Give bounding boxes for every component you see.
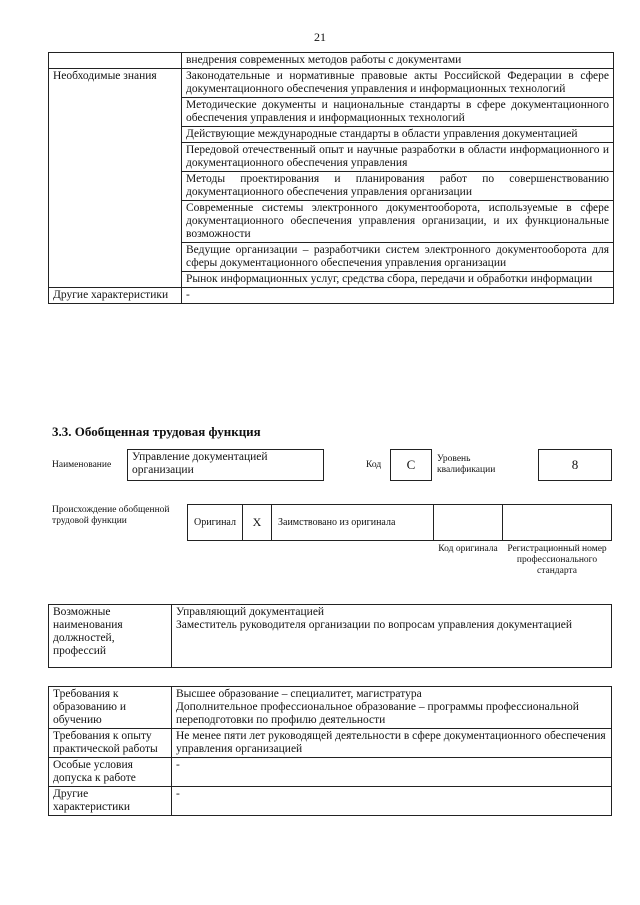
education-line: Высшее образование – специалитет, магистратура (176, 688, 422, 700)
positions-table (48, 604, 612, 668)
name-label: Наименование (52, 460, 112, 470)
knowledge-item: Действующие международные стандарты в области управления документацией (182, 127, 614, 143)
education-label: Требования к образованию и обучению (49, 687, 172, 729)
page-number: 21 (314, 30, 326, 44)
function-name-value: Управление документацией организации (132, 451, 268, 476)
borrowed-cell (271, 504, 434, 541)
knowledge-item: Ведущие организации – разработчики систем электронного документооборота для сферы документационного обеспечения управления организации (182, 243, 614, 272)
knowledge-item: Передовой отечественный опыт и научные разработки в области информационного и документационного обеспечения управления (182, 143, 614, 172)
table-row (49, 687, 612, 729)
original-cell (187, 504, 243, 541)
table-row (49, 758, 612, 787)
positions-label: Возможные наименования должностей, профессий (49, 605, 172, 668)
code-label: Код (366, 460, 382, 470)
top-row-cell: внедрения современных методов работы с документами (182, 53, 614, 69)
original-mark-cell (242, 504, 272, 541)
table-row (49, 605, 612, 668)
knowledge-table (48, 52, 614, 304)
knowledge-item: Рынок информационных услуг, средства сбора, передачи и обработки информации (182, 272, 614, 288)
reg-caption: Регистрационный номер профессионального стандарта (507, 544, 607, 576)
original-code-cell (433, 504, 503, 541)
code-value: C (406, 457, 416, 472)
origin-label: Происхождение обобщенной трудовой функции (52, 505, 170, 526)
borrowed-label: Заимствовано из оригинала (278, 517, 396, 528)
table-row (49, 787, 612, 816)
table-row (49, 53, 614, 69)
special-value: - (172, 758, 612, 787)
knowledge-item: Современные системы электронного документооборота, используемые в сфере документационного обеспечения управления организации, и их функциональные возможности (182, 201, 614, 243)
function-name-box (127, 449, 324, 481)
education-line: Дополнительное профессиональное образование – программы профессиональной переподготовки по профилю деятельности (176, 701, 579, 726)
level-label: Уровень квалификации (437, 454, 496, 475)
experience-label: Требования к опыту практической работы (49, 729, 172, 758)
original-label: Оригинал (194, 517, 236, 528)
other-req-label: Другие характеристики (49, 787, 172, 816)
experience-value: Не менее пяти лет руководящей деятельности в сфере документационного обеспечения управления организацией (172, 729, 612, 758)
knowledge-item: Законодательные и нормативные правовые акты Российской Федерации в сфере документационного обеспечения управления и информационных технологий (182, 69, 614, 98)
knowledge-item: Методические документы и национальные стандарты в сфере документационного обеспечения управления и информационных технологий (182, 98, 614, 127)
position-line: Заместитель руководителя организации по вопросам управления документацией (176, 619, 573, 631)
original-mark: X (252, 515, 262, 529)
knowledge-label: Необходимые знания (49, 69, 182, 288)
positions-cell (172, 605, 612, 668)
level-value: 8 (571, 457, 579, 472)
level-box (538, 449, 612, 481)
table-row (49, 288, 614, 304)
code-caption: Код оригинала (438, 544, 498, 554)
reg-number-cell (502, 504, 612, 541)
empty-label-cell (49, 53, 182, 69)
other-label: Другие характеристики (49, 288, 182, 304)
table-row (49, 729, 612, 758)
table-row (49, 69, 614, 98)
special-label: Особые условия допуска к работе (49, 758, 172, 787)
knowledge-item: Методы проектирования и планирования работ по совершенствованию документационного обеспечения управления организации (182, 172, 614, 201)
position-line: Управляющий документацией (176, 606, 325, 618)
requirements-table (48, 686, 612, 816)
other-value: - (182, 288, 614, 304)
code-box (390, 449, 432, 481)
section-title: 3.3. Обобщенная трудовая функция (52, 424, 261, 439)
education-cell (172, 687, 612, 729)
other-req-value: - (172, 787, 612, 816)
